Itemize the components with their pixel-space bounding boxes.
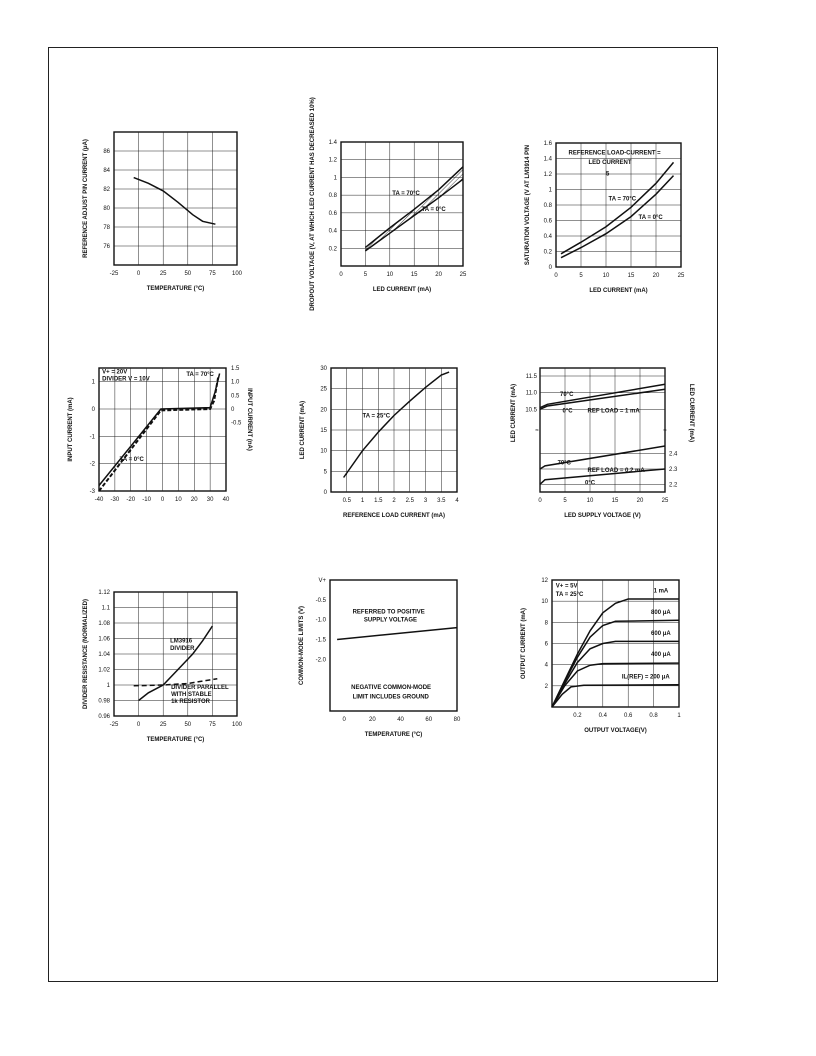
x-tick-label: 0: [554, 273, 558, 279]
annotation-label: 70°C: [560, 392, 574, 398]
annotation-label: LM3916: [170, 638, 193, 645]
y-tick-label: V+: [318, 578, 326, 584]
y-tick-label: 1.12: [98, 590, 110, 596]
x-tick-label: 20: [636, 498, 644, 504]
x-tick-label: 25: [159, 271, 167, 277]
x-tick-label: 40: [397, 717, 404, 723]
y-tick-label: 11.0: [525, 390, 537, 397]
y-tick-label: 0.96: [98, 714, 110, 720]
y-tick-label: 1.04: [98, 652, 110, 658]
annotation-label: DIVIDER: [170, 646, 195, 653]
x-tick-label: 5: [563, 498, 567, 504]
x-tick-label: 0: [160, 497, 165, 503]
annotation-label: TA = 25°C: [362, 413, 391, 420]
x-axis-label: LED SUPPLY VOLTAGE (V): [564, 513, 641, 519]
y-tick-label: 0: [91, 407, 95, 413]
x-tick-label: -25: [109, 271, 119, 277]
y-tick-label: 10: [320, 448, 327, 455]
x-tick-label: 1: [360, 498, 365, 504]
x-tick-label: 75: [209, 271, 216, 277]
series-line: [99, 378, 218, 491]
y2-tick-label: 1.5: [231, 366, 240, 372]
x-tick-label: 50: [184, 722, 192, 728]
x-tick-label: 75: [209, 722, 216, 728]
annotation-label: REFERRED TO POSITIVE: [352, 609, 425, 616]
annotation-label: REF LOAD = 1 mA: [587, 408, 640, 415]
y-tick-label: 0.4: [328, 228, 337, 235]
y-tick-label: 4: [544, 662, 548, 669]
plot-frame: [341, 142, 463, 266]
y-tick-label: 8: [544, 620, 548, 627]
x-tick-label: 0.4: [598, 713, 607, 719]
y-axis-label: OUTPUT CURRENT (mA): [521, 608, 527, 679]
x-tick-label: 0: [136, 722, 141, 728]
chart-5: [300, 366, 459, 519]
x-tick-label: 3.5: [437, 498, 446, 504]
x-tick-label: 80: [453, 717, 461, 723]
annotation-label: 600 μA: [651, 631, 671, 638]
x-tick-label: 0: [538, 498, 542, 504]
y-tick-label: 0.8: [543, 203, 552, 209]
x-tick-label: 20: [652, 273, 660, 279]
plot-frame: [114, 132, 237, 265]
y-tick-label: 80: [103, 206, 110, 212]
y-tick-label: 12: [541, 578, 548, 584]
x-tick-label: 25: [661, 498, 669, 504]
y-tick-label: 5: [323, 469, 327, 476]
x-tick-label: 0.6: [624, 713, 633, 719]
x-tick-label: 10: [586, 498, 594, 504]
plot-frame: [330, 580, 457, 711]
annotation-label: TA = 70°C: [608, 196, 637, 203]
x-tick-label: -20: [126, 497, 136, 503]
annotation-label: REF LOAD = 0.2 mA: [587, 468, 645, 475]
annotation-label: NEGATIVE COMMON-MODE: [351, 685, 432, 692]
y2-tick-label: 0.5: [231, 393, 240, 400]
x-tick-label: 0.2: [573, 713, 582, 719]
x-tick-label: 25: [159, 722, 167, 728]
y-tick-label: 1: [548, 187, 552, 194]
annotation-label: LIMIT INCLUDES GROUND: [352, 694, 429, 701]
annotation-label: V+ = 20V: [102, 369, 128, 376]
y-tick-label: 1: [91, 379, 95, 386]
x-tick-label: 30: [206, 497, 214, 503]
y-tick-label: -1.0: [315, 617, 326, 624]
y-tick-label: 10: [541, 599, 548, 606]
series-line: [540, 389, 665, 409]
y2-tick-label: 1.0: [231, 379, 240, 386]
x-tick-label: -30: [110, 497, 120, 503]
annotation-label: SUPPLY VOLTAGE: [363, 617, 417, 624]
x-axis-label: REFERENCE LOAD CURRENT (mA): [343, 513, 445, 519]
y-axis-label: LED CURRENT (mA): [300, 400, 306, 460]
y-tick-label: 11.5: [525, 374, 537, 380]
annotation-label: TA = 25°C: [555, 591, 584, 598]
x-tick-label: 0: [342, 717, 346, 723]
y-axis-label: REFERENCE ADJUST PIN CURRENT (μA): [83, 139, 89, 258]
chart-9: [521, 578, 681, 734]
x-axis-label: TEMPERATURE (°C): [364, 732, 423, 738]
x-tick-label: 20: [435, 272, 442, 278]
y-tick-label: 1.06: [98, 636, 110, 643]
x-tick-label: 100: [231, 271, 243, 277]
annotation-label: TA = 0°C: [638, 214, 663, 221]
chart-7: [83, 590, 243, 743]
y-tick-label: 1.02: [98, 667, 110, 674]
y-tick-label: 2: [544, 683, 548, 690]
x-tick-label: 5: [579, 273, 583, 279]
y-tick-label: -1: [89, 434, 95, 441]
annotation-label: 800 μA: [651, 609, 671, 616]
y-tick-label: 0.6: [543, 218, 552, 225]
x-tick-label: 1: [677, 713, 681, 719]
y-axis-label: COMMON-MODE LIMITS (V): [299, 606, 305, 685]
x-tick-label: 50: [184, 271, 192, 277]
x-tick-label: 3: [423, 498, 428, 504]
x-tick-label: 2: [392, 498, 396, 504]
x-tick-label: 10: [386, 272, 394, 278]
x-axis-label: LED CURRENT (mA): [589, 288, 648, 294]
x-tick-label: 20: [190, 497, 198, 503]
annotation-label: 1k RESISTOR: [171, 698, 210, 705]
chart-6: [511, 368, 694, 519]
x-tick-label: 1.5: [374, 498, 383, 504]
x-tick-label: 0: [339, 272, 343, 278]
y-tick-label: 86: [103, 149, 110, 155]
y-tick-label: -0.5: [315, 597, 326, 604]
x-tick-label: 0.5: [342, 498, 351, 504]
y-tick-label: 1.08: [98, 621, 110, 627]
y2-tick-label: 2.3: [669, 467, 678, 473]
y-tick-label: 10.5: [525, 407, 537, 414]
series-line: [99, 374, 220, 486]
y-axis-label: INPUT CURRENT (mA): [68, 397, 74, 462]
x-axis-label: LED CURRENT (mA): [372, 287, 432, 293]
series-line: [134, 178, 216, 225]
axis-break-mark: ≈: [535, 428, 539, 434]
chart-4: [68, 366, 252, 503]
y-tick-label: 78: [103, 225, 110, 231]
annotation-label: DIVIDER PARALLEL: [171, 684, 229, 691]
y2-tick-label: -0.5: [231, 420, 242, 427]
x-tick-label: 25: [677, 273, 685, 279]
y-tick-label: 30: [320, 366, 327, 372]
y-tick-label: 1: [106, 683, 110, 689]
series-line: [561, 159, 674, 253]
series-line: [337, 628, 457, 640]
x-tick-label: 15: [627, 273, 635, 279]
annotation-label: IL(REF) = 200 μA: [621, 674, 670, 681]
y-axis-label: DROPOUT VOLTAGE (V, AT WHICH LED CURRENT HAS DECREASED 10%): [310, 97, 316, 311]
y2-axis-label: LED CURRENT (mA): [688, 383, 694, 443]
y-tick-label: 1: [333, 175, 337, 182]
y-axis-label: SATURATION VOLTAGE (V AT LM3914 PIN: [525, 144, 531, 266]
x-tick-label: -25: [109, 722, 119, 728]
x-tick-label: 100: [231, 722, 243, 728]
y-tick-label: 0.8: [328, 193, 337, 200]
chart-8: [299, 578, 461, 738]
x-tick-label: 10: [602, 273, 610, 279]
series-line: [552, 685, 679, 707]
axis-break-mark: ≈: [663, 428, 667, 434]
y-tick-label: 15: [320, 428, 327, 434]
annotation-label: TA = 70°C: [392, 191, 420, 198]
x-tick-label: -10: [142, 497, 151, 503]
annotation-label: TA = 0°C: [421, 207, 446, 214]
x-tick-label: 2.5: [405, 498, 414, 504]
y-tick-label: 1.1: [101, 605, 110, 612]
annotation-label: 1 mA: [653, 588, 669, 595]
y-tick-label: 76: [103, 244, 110, 250]
chart-1: [83, 132, 243, 292]
annotation-label: DIVIDER V = 10V: [102, 376, 150, 383]
chart-2: [310, 97, 467, 311]
x-tick-label: 40: [222, 497, 230, 503]
x-axis-label: OUTPUT VOLTAGE(V): [584, 728, 647, 734]
x-tick-label: 60: [425, 717, 433, 723]
y2-axis-label: INPUT CURRENT (nA): [246, 388, 252, 451]
x-tick-label: 0.8: [649, 713, 658, 719]
x-axis-label: TEMPERATURE (°C): [146, 286, 205, 292]
series-line: [344, 372, 450, 477]
y-axis-label: LED CURRENT (mA): [511, 383, 517, 443]
y-tick-label: 0.6: [328, 210, 337, 217]
x-tick-label: 25: [459, 272, 467, 278]
annotation-label: WITH STABLE: [171, 691, 212, 698]
y-tick-label: 25: [320, 386, 327, 393]
annotation-label: TA = 0°C: [119, 456, 144, 463]
y2-tick-label: 2.2: [669, 482, 678, 489]
annotation-label: REFERENCE LOAD-CURRENT =: [568, 150, 661, 157]
y-tick-label: 0.4: [543, 234, 552, 240]
y-tick-label: -2.0: [315, 657, 326, 664]
chart-3: [525, 141, 685, 294]
y-tick-label: 0: [548, 265, 552, 271]
x-axis-label: TEMPERATURE (°C): [146, 737, 205, 743]
y-tick-label: 1.2: [543, 172, 552, 178]
y2-tick-label: 0: [231, 407, 235, 413]
x-tick-label: 20: [368, 717, 376, 723]
y2-tick-label: 2.4: [669, 451, 678, 458]
annotation-label: 0°C: [585, 480, 596, 487]
y-tick-label: -3: [89, 489, 95, 495]
y-tick-label: 1.2: [328, 157, 337, 164]
y-tick-label: 1.6: [543, 141, 552, 147]
x-tick-label: -40: [94, 497, 104, 503]
x-tick-label: 5: [363, 272, 368, 278]
y-tick-label: 82: [103, 187, 110, 193]
x-tick-label: 15: [410, 272, 418, 278]
y-tick-label: 1.4: [328, 140, 337, 146]
y-tick-label: 1.4: [543, 156, 552, 163]
x-tick-label: 0: [136, 271, 141, 277]
x-tick-label: 15: [611, 498, 619, 504]
y-tick-label: 0.2: [543, 249, 552, 256]
annotation-label: LED CURRENT: [588, 159, 632, 166]
annotation-label: V+ = 5V: [555, 583, 578, 590]
annotation-label: 0°C: [562, 408, 573, 415]
y-tick-label: 0: [323, 490, 327, 496]
annotation-label: 70°C: [557, 460, 571, 467]
y-tick-label: -2: [89, 461, 95, 468]
annotation-label: 400 μA: [651, 652, 671, 659]
y-tick-label: 20: [320, 407, 327, 414]
x-tick-label: 4: [455, 498, 459, 504]
y-axis-label: DIVIDER RESISTANCE (NORMALIZED): [83, 599, 89, 709]
y-tick-label: 0.2: [328, 246, 337, 253]
y-tick-label: 6: [544, 641, 548, 648]
y-tick-label: 84: [103, 168, 110, 174]
annotation-label: TA = 70°C: [186, 372, 214, 379]
y-tick-label: -1.5: [315, 637, 326, 644]
annotation-label: 5: [606, 171, 610, 178]
y-tick-label: 0.98: [98, 698, 110, 705]
x-tick-label: 10: [175, 497, 182, 503]
